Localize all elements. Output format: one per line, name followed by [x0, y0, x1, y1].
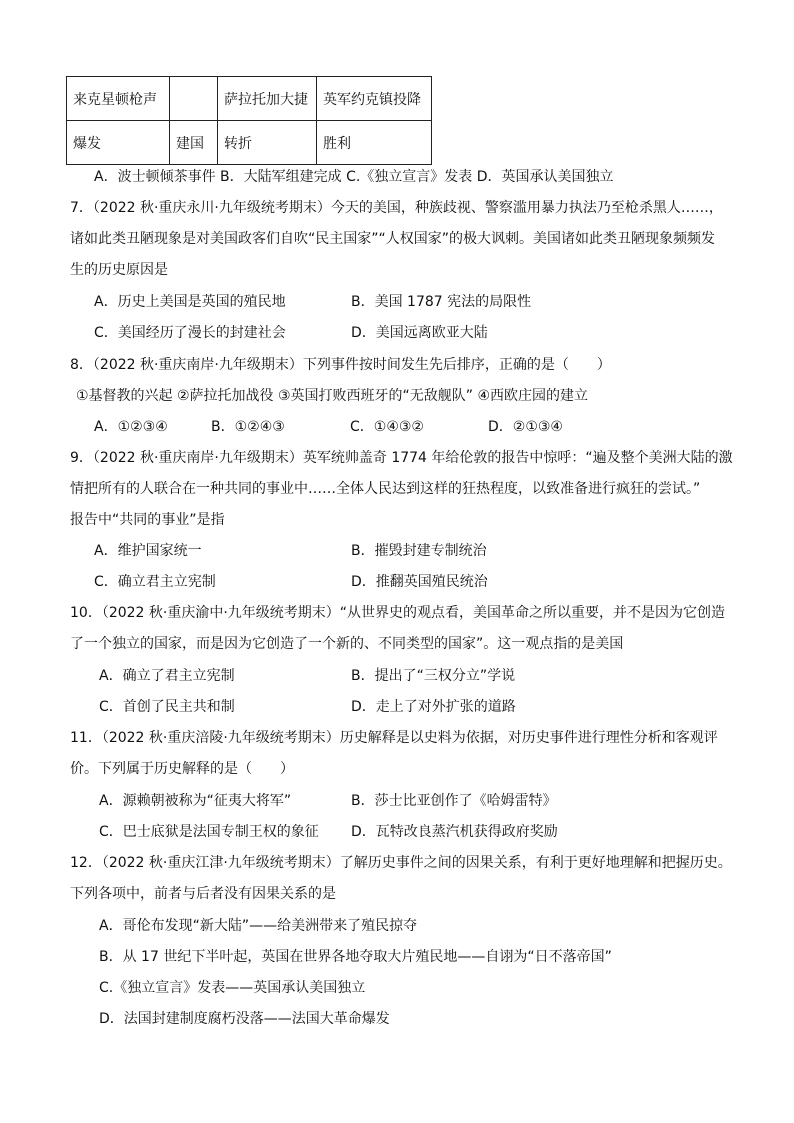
q9-option-b: B．摧毁封建专制统治	[351, 543, 487, 559]
table-cell: 胜利	[317, 121, 432, 165]
table-row	[67, 77, 432, 121]
q12-option-b: B．从 17 世纪下半叶起，英国在世界各地夺取大片殖民地——自诩为“日不落帝国”	[99, 949, 612, 965]
q10-stem-line-2: 了一个独立的国家，而是因为它创造了一个新的、不同类型的国家”。这一观点指的是美国	[70, 636, 624, 652]
q8-option-b: B．①②④③	[211, 419, 285, 435]
q6-options: A．波士顿倾茶事件 B．大陆军组建完成 C.《独立宣言》发表 D．英国承认美国独立	[94, 169, 614, 185]
q11-option-b: B．莎士比亚创作了《哈姆雷特》	[351, 793, 557, 809]
q8-stem: 8．（2022 秋·重庆南岸·九年级期末）下列事件按时间发生先后排序，正确的是（ ）	[70, 357, 611, 373]
q11-option-d: D．瓦特改良蒸汽机获得政府奖励	[351, 824, 558, 840]
q9-option-c: C．确立君主立宪制	[94, 574, 216, 590]
q10-option-b: B．提出了“三权分立”学说	[351, 668, 516, 684]
q9-stem-line-2: 情把所有的人联合在一种共同的事业中……全体人民达到这样的狂热程度，以致准备进行疯狂的尝试。”	[70, 481, 701, 497]
q8-option-a: A．①②③④	[94, 419, 168, 435]
q10-stem-line-1: 10．（2022 秋·重庆渝中·九年级统考期末）“从世界史的观点看，美国革命之所以重要，并不是因为它创造	[70, 605, 726, 621]
q9-stem-line-3: 报告中“共同的事业”是指	[70, 512, 225, 528]
q10-option-c: C．首创了民主共和制	[99, 699, 235, 715]
q8-option-d: D．②①③④	[488, 419, 563, 435]
q7-option-b: B．美国 1787 宪法的局限性	[351, 294, 532, 310]
q7-option-a: A．历史上美国是英国的殖民地	[94, 294, 286, 310]
q12-stem-line-2: 下列各项中，前者与后者没有因果关系的是	[70, 886, 336, 902]
q11-option-c: C．巴士底狱是法国专制王权的象征	[99, 824, 319, 840]
q11-stem-line-2: 价。下列属于历史解释的是（ ）	[70, 761, 294, 777]
table-cell	[170, 77, 218, 121]
q8-items: ①基督教的兴起 ②萨拉托加战役 ③英国打败西班牙的“无敌舰队” ④西欧庄园的建立	[76, 388, 589, 404]
table-cell: 转折	[218, 121, 317, 165]
table-cell: 来克星顿枪声	[67, 77, 170, 121]
table-cell: 英军约克镇投降	[317, 77, 432, 121]
q10-option-a: A．确立了君主立宪制	[99, 668, 235, 684]
q9-option-a: A．维护国家统一	[94, 543, 202, 559]
q7-stem-line-2: 诸如此类丑陋现象是对美国政客们自吹“民主国家”“人权国家”的极大讽刺。美国诸如此类丑陋现象频频发	[70, 231, 716, 247]
table-cell: 爆发	[67, 121, 170, 165]
table-cell: 萨拉托加大捷	[218, 77, 317, 121]
q7-option-d: D．美国远离欧亚大陆	[351, 325, 488, 341]
table-row	[67, 121, 432, 165]
q8-option-c: C．①④③②	[350, 419, 424, 435]
table-cell: 建国	[170, 121, 218, 165]
q11-stem-line-1: 11．（2022 秋·重庆涪陵·九年级统考期末）历史解释是以史料为依据，对历史事件进行理性分析和客观评	[70, 730, 718, 746]
q11-option-a: A．源赖朝被称为“征夷大将军”	[99, 793, 292, 809]
timeline-table	[66, 76, 432, 165]
q10-option-d: D．走上了对外扩张的道路	[351, 699, 516, 715]
q7-option-c: C．美国经历了漫长的封建社会	[94, 325, 286, 341]
q12-stem-line-1: 12．（2022 秋·重庆江津·九年级统考期末）了解历史事件之间的因果关系，有利于更好地理解和把握历史。	[70, 855, 732, 871]
q9-stem-line-1: 9．（2022 秋·重庆南岸·九年级期末）英军统帅盖奇 1774 年给伦敦的报告中惊呼：“遍及整个美洲大陆的激	[70, 450, 733, 466]
q12-option-c: C.《独立宣言》发表——英国承认美国独立	[99, 980, 366, 996]
q7-stem-line-1: 7．（2022 秋·重庆永川·九年级统考期末）今天的美国，种族歧视、警察滥用暴力执法乃至枪杀黑人……，	[70, 200, 723, 216]
q12-option-d: D．法国封建制度腐朽没落——法国大革命爆发	[99, 1011, 390, 1027]
q12-option-a: A．哥伦布发现“新大陆”——给美洲带来了殖民掠夺	[99, 918, 418, 934]
q9-option-d: D．推翻英国殖民统治	[351, 574, 488, 590]
q7-stem-line-3: 生的历史原因是	[70, 262, 168, 278]
